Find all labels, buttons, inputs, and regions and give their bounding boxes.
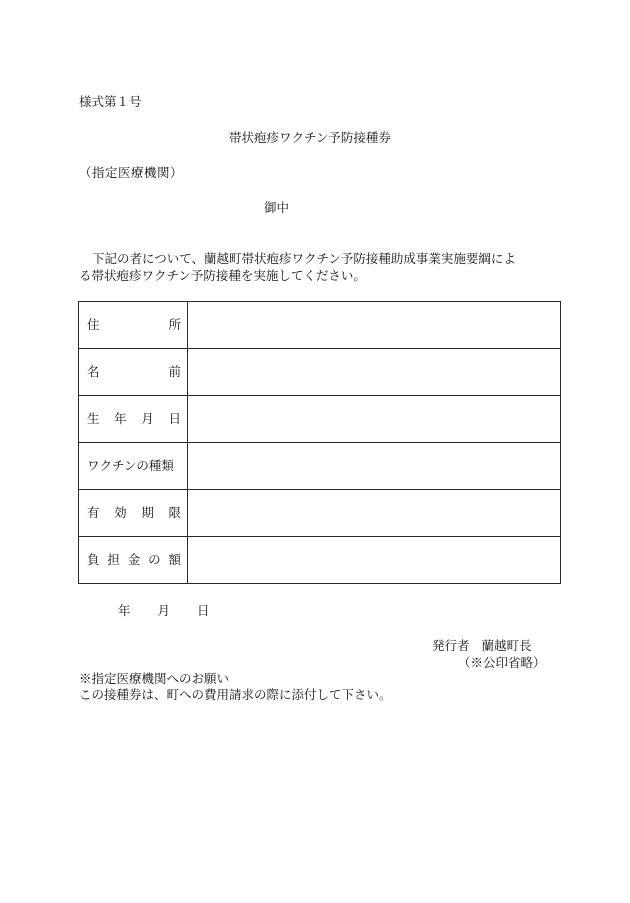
vaccine-type-value-cell[interactable] — [188, 443, 561, 490]
table-row-vaccine-type — [79, 443, 561, 490]
issue-month-label: 月 — [157, 603, 171, 618]
copayment-label-char: 額 — [168, 551, 181, 567]
form-number: 様式第１号 — [79, 94, 142, 109]
table-row-copayment — [79, 537, 561, 584]
address-label-cell — [79, 302, 188, 349]
name-label-char: 前 — [168, 363, 181, 379]
birthdate-label-char: 生 — [87, 410, 100, 426]
issue-date — [118, 605, 210, 618]
issue-day-label: 日 — [197, 603, 210, 618]
validity-label-cell — [79, 490, 188, 537]
validity-label-char: 効 — [114, 504, 127, 520]
copayment-label-char: の — [148, 551, 161, 567]
issuer-name: 蘭越町長 — [481, 638, 532, 653]
copayment-label-char: 金 — [127, 551, 141, 567]
address-label-char: 所 — [168, 316, 181, 332]
validity-value-cell[interactable] — [188, 490, 561, 537]
copayment-value-cell[interactable] — [188, 537, 561, 584]
table-row-address — [79, 302, 561, 349]
addressee-honorific: 御中 — [264, 200, 290, 215]
vaccine-type-label-cell — [79, 443, 188, 490]
intro-line-2: る帯状疱疹ワクチン予防接種を実施してください。 — [79, 268, 366, 283]
table-row-name — [79, 349, 561, 396]
birthdate-value-cell[interactable] — [188, 396, 561, 443]
validity-label-char: 期 — [141, 504, 154, 520]
request-note-body: この接種券は、町への費用請求の際に添付して下さい。 — [79, 687, 392, 702]
table-row-validity — [79, 490, 561, 537]
vaccine-type-label: ワクチンの種類 — [87, 457, 174, 473]
validity-label-char: 有 — [87, 504, 100, 520]
birthdate-label-char: 日 — [168, 410, 181, 426]
address-label-char: 住 — [87, 316, 100, 332]
copayment-label-char: 負 — [87, 551, 100, 567]
copayment-label-cell — [79, 537, 188, 584]
birthdate-label-cell — [79, 396, 188, 443]
address-value-cell[interactable] — [188, 302, 561, 349]
table-row-birthdate — [79, 396, 561, 443]
name-label-cell — [79, 349, 188, 396]
intro-paragraph — [79, 250, 559, 284]
birthdate-label-char: 年 — [114, 410, 127, 426]
request-note-title: ※指定医療機関へのお願い — [79, 671, 230, 686]
designated-institution-label: （指定医療機関） — [79, 165, 184, 180]
vaccination-voucher-table — [78, 301, 561, 584]
validity-label-char: 限 — [168, 504, 181, 520]
issuer-line — [432, 640, 532, 653]
official-seal-omitted-note: （※公印省略） — [458, 655, 546, 670]
intro-line-1: 下記の者について、蘭越町帯状疱疹ワクチン予防接種助成事業実施要綱によ — [92, 251, 516, 266]
issue-year-label: 年 — [118, 603, 131, 618]
birthdate-label-char: 月 — [141, 410, 154, 426]
document-title: 帯状疱疹ワクチン予防接種券 — [229, 130, 391, 145]
name-label-char: 名 — [87, 363, 100, 379]
name-value-cell[interactable] — [188, 349, 561, 396]
issuer-label: 発行者 — [432, 638, 470, 653]
copayment-label-char: 担 — [107, 551, 120, 567]
